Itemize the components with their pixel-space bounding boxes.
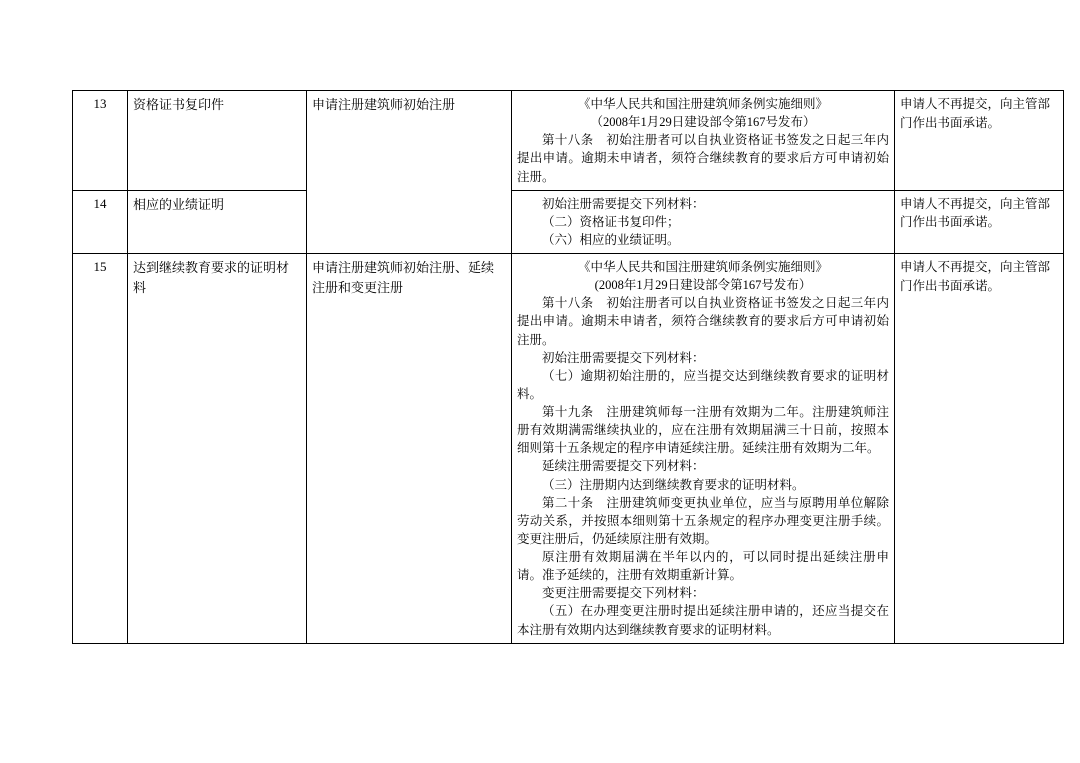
row-number: 15 (93, 259, 107, 274)
legal-basis-line: 《中华人民共和国注册建筑师条例实施细则》 (577, 260, 828, 274)
table-row (73, 190, 1064, 253)
note-text: 申请人不再提交，向主管部门作出书面承诺。 (900, 260, 1051, 293)
material-name: 达到继续教育要求的证明材料 (133, 260, 290, 295)
legal-basis-line: 变更注册需要提交下列材料： (542, 586, 705, 601)
note-text: 申请人不再提交，向主管部门作出书面承诺。 (900, 196, 1051, 230)
legal-basis-line: 初始注册需要提交下列材料： (542, 196, 705, 211)
procedure-name: 申请注册建筑师初始注册、延续注册和变更注册 (312, 260, 495, 296)
legal-basis-line: （七）逾期初始注册的，应当提交达到继续教育要求的证明材料。 (517, 368, 889, 401)
legal-basis-line: （二）资格证书复印件； (542, 214, 680, 229)
row-number-cell (73, 254, 128, 644)
legal-basis-cell (512, 91, 895, 191)
legal-basis-line: 第十九条 注册建筑师每一注册有效期为二年。注册建筑师注册有效期满需继续执业的，应在注册有效期届满三十日前，按照本细则第十五条规定的程序申请延续注册。延续注册有效期为二年。 (517, 405, 889, 456)
legal-basis-cell (512, 190, 895, 253)
legal-basis-line: 原注册有效期届满在半年以内的，可以同时提出延续注册申请。准予延续的，注册有效期重新计算。 (517, 550, 889, 583)
legal-basis-line: 初始注册需要提交下列材料： (542, 350, 705, 365)
procedure-cell (307, 254, 512, 644)
legal-basis-line: 第十八条 初始注册者可以自执业资格证书签发之日起三年内提出申请。逾期未申请者，须符合继续教育的要求后方可申请初始注册。 (517, 296, 889, 347)
legal-basis-line: 《中华人民共和国注册建筑师条例实施细则》 (577, 97, 828, 111)
legal-basis-line: 第二十条 注册建筑师变更执业单位，应当与原聘用单位解除劳动关系，并按照本细则第十五条规定的程序办理变更注册手续。变更注册后，仍延续原注册有效期。 (517, 495, 889, 546)
material-name-cell (128, 190, 307, 253)
procedure-name: 申请注册建筑师初始注册 (312, 97, 456, 112)
row-number: 14 (93, 195, 107, 211)
legal-basis-cell (512, 254, 895, 644)
legal-basis-line: （五）在办理变更注册时提出延续注册申请的，还应当提交在本注册有效期内达到继续教育要求的证明材料。 (517, 604, 889, 637)
note-cell (895, 254, 1064, 644)
material-name: 资格证书复印件 (133, 97, 225, 112)
table-row (73, 254, 1064, 644)
legal-basis-line: 第十八条 初始注册者可以自执业资格证书签发之日起三年内提出申请。逾期未申请者，须符合继续教育的要求后方可申请初始注册。 (517, 133, 889, 184)
legal-basis-line: (2008年1月29日建设部令第167号发布） (594, 278, 812, 293)
note-text: 申请人不再提交，向主管部门作出书面承诺。 (900, 97, 1051, 130)
table-row (73, 91, 1064, 191)
material-name: 相应的业绩证明 (133, 196, 225, 212)
legal-basis-line: （三）注册期内达到继续教育要求的证明材料。 (542, 477, 805, 492)
material-name-cell (128, 91, 307, 191)
legal-basis-line: （2008年1月29日建设部令第167号发布） (590, 115, 816, 130)
procedure-cell (307, 91, 512, 254)
note-cell (895, 190, 1064, 253)
requirements-table (72, 90, 1064, 644)
row-number: 13 (93, 96, 107, 111)
material-name-cell (128, 254, 307, 644)
row-number-cell (73, 190, 128, 253)
row-number-cell (73, 91, 128, 191)
legal-basis-line: 延续注册需要提交下列材料： (542, 459, 705, 474)
note-cell (895, 91, 1064, 191)
legal-basis-line: （六）相应的业绩证明。 (542, 232, 680, 247)
